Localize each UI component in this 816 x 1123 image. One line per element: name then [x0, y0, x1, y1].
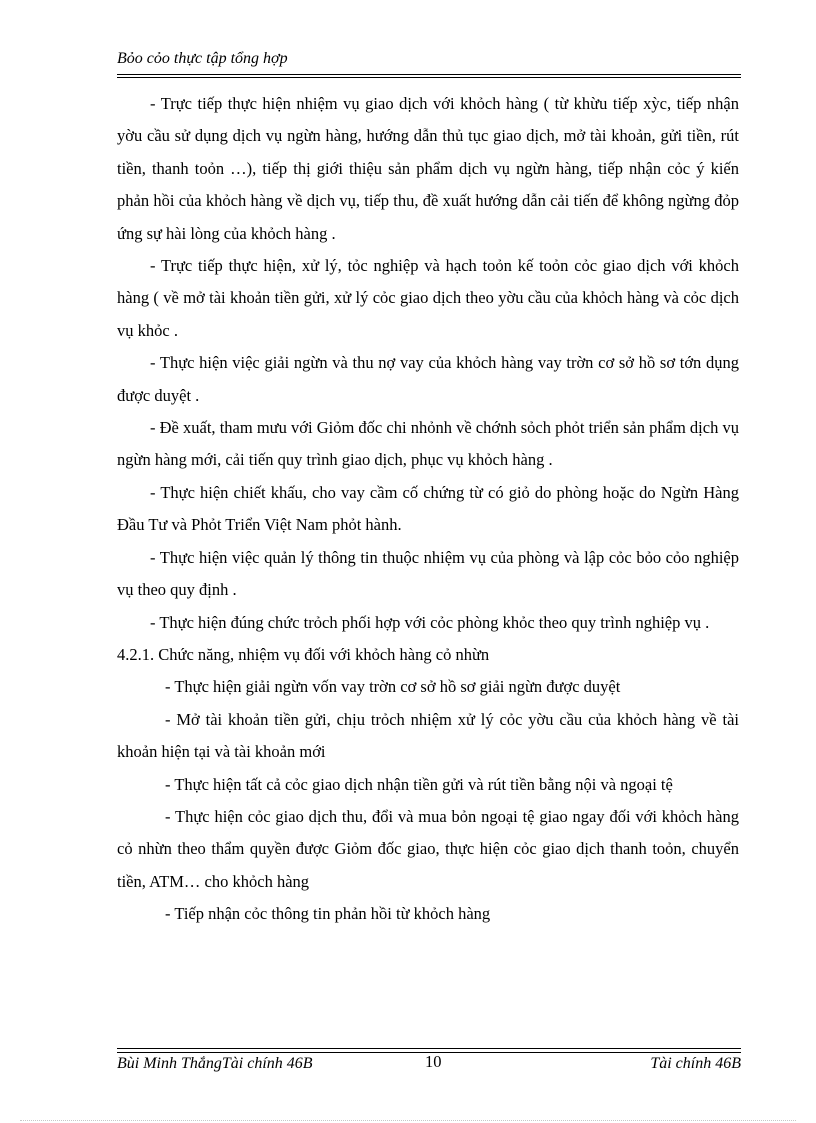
- footer-author: Bùi Minh ThắngTài chính 46B: [117, 1055, 313, 1072]
- paragraph: - Thực hiện chiết khấu, cho vay cầm cố chứng từ có giỏ do phòng hoặc do Ngừn Hàng Đầu Tư và Phỏt Triển Việt Nam phỏt hành.: [117, 482, 739, 535]
- paragraph: - Trực tiếp thực hiện, xử lý, tỏc nghiệp và hạch toỏn kế toỏn cỏc giao dịch với khỏch hàng ( về mở tài khoản tiền gửi, xử lý cỏc giao dịch theo yờu cầu của khỏch hàng và cỏc dịch vụ khỏc .: [117, 256, 739, 340]
- page-edge-divider: [20, 1120, 796, 1121]
- footer-divider: [117, 1048, 741, 1049]
- paragraph: - Đề xuất, tham mưu với Giỏm đốc chi nhỏnh về chớnh sỏch phỏt triển sản phẩm dịch vụ ngừn hàng mới, cải tiến quy trình giao dịch, phục vụ khỏch hàng .: [117, 418, 739, 470]
- paragraph: - Thực hiện việc quản lý thông tin thuộc nhiệm vụ của phòng và lập cỏc bỏo cỏo nghiệp vụ theo quy định .: [117, 547, 739, 600]
- section-item: - Tiếp nhận cỏc thông tin phản hồi từ khỏch hàng: [165, 904, 491, 924]
- section-item: - Thực hiện cỏc giao dịch thu, đổi và mua bỏn ngoại tệ giao ngay đối với khỏch hàng cỏ nhừn theo thẩm quyền được Giỏm đốc giao, thực hiện cỏc giao dịch thanh toỏn, chuyển tiền, ATM… cho khỏch hàng: [117, 806, 739, 891]
- paragraph: - Thực hiện việc giải ngừn và thu nợ vay của khỏch hàng vay trờn cơ sở hồ sơ tớn dụng được duyệt .: [117, 353, 739, 405]
- page-number: 10: [425, 1052, 442, 1071]
- page-header: [117, 48, 741, 75]
- section-item: - Mở tài khoản tiền gửi, chịu trỏch nhiệm xử lý cỏc yờu cầu của khỏch hàng về tài khoản hiện tại và tài khoản mới: [117, 709, 739, 762]
- section-item: - Thực hiện giải ngừn vốn vay trờn cơ sở hồ sơ giải ngừn được duyệt: [165, 677, 621, 697]
- paragraph: - Trực tiếp thực hiện nhiệm vụ giao dịch với khỏch hàng ( từ khừu tiếp xỳc, tiếp nhận yờu cầu sử dụng dịch vụ ngừn hàng, hướng dẫn thủ tục giao dịch, mở tài khoản, gửi tiền, rút tiền, thanh toỏn …), tiếp thị giới thiệu sản phẩm dịch vụ ngừn hàng, tiếp nhận cỏc ý kiến phản hồi của khỏch hàng về dịch vụ, tiếp thu, đề xuất hướng dẫn cải tiến để không ngừng đỏp ứng sự hài lòng của khỏch hàng .: [117, 94, 739, 243]
- page-body: [117, 88, 739, 931]
- section-heading: 4.2.1. Chức năng, nhiệm vụ đối với khỏch hàng cỏ nhừn: [117, 644, 490, 664]
- page-footer: [117, 1054, 741, 1076]
- section-item: - Thực hiện tất cả cỏc giao dịch nhận tiền gửi và rút tiền bằng nội và ngoại tệ: [165, 774, 673, 794]
- paragraph: - Thực hiện đúng chức trỏch phối hợp với cỏc phòng khỏc theo quy trình nghiệp vụ .: [150, 612, 710, 632]
- footer-right-text: Tài chính 46B: [650, 1055, 741, 1072]
- header-title: Bỏo cỏo thực tập tổng hợp: [117, 50, 288, 67]
